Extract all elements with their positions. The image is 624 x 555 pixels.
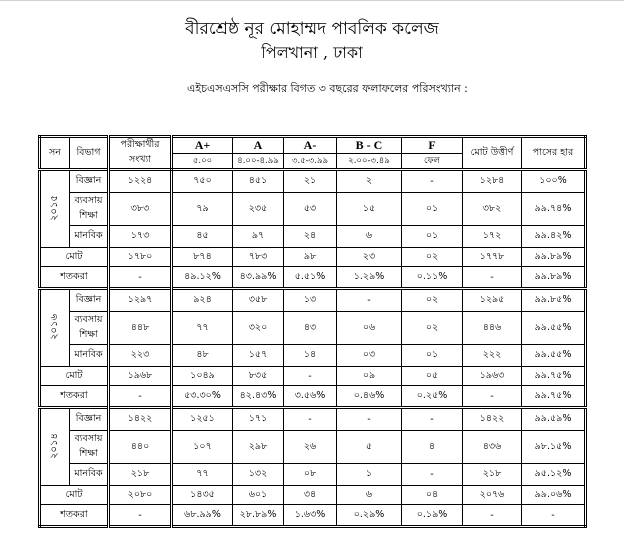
passed-cell: ১৪২২ xyxy=(463,408,522,431)
f-cell: ৪ xyxy=(402,431,463,464)
total-a-cell: ৭৮৩ xyxy=(233,248,284,267)
header-group: বিভাগ xyxy=(70,137,109,170)
total-row xyxy=(40,486,586,505)
group-cell: বিজ্ঞান xyxy=(70,170,109,193)
b-c-cell: ২ xyxy=(337,170,402,193)
year-label: ২০১৫ xyxy=(48,194,60,221)
college-title: বীরশ্রেষ্ঠ নূর মোহাম্মদ পাবলিক কলেজ xyxy=(185,19,439,39)
passed-cell: ৪৪৬ xyxy=(463,312,522,345)
percent-label: শতকরা xyxy=(40,505,109,527)
table-row xyxy=(40,289,586,312)
percent-pass-rate-cell: ৯৯.৮৯% xyxy=(522,267,586,289)
range-a: ৪.০০-৪.৯৯ xyxy=(233,154,284,170)
a-minus-cell: ২৪ xyxy=(284,226,337,248)
b-c-cell: ৬ xyxy=(337,226,402,248)
range-a-minus: ৩.৫-৩.৯৯ xyxy=(284,154,337,170)
a-plus-cell: ৭৯ xyxy=(172,193,233,226)
total-pass-rate-cell: ৯৯.৭৫% xyxy=(522,367,586,386)
f-cell: ০২ xyxy=(402,289,463,312)
percent-passed-cell: - xyxy=(463,386,522,408)
a-cell: ১৭১ xyxy=(233,408,284,431)
pass-rate-cell: ১০০% xyxy=(522,170,586,193)
a-minus-cell: ২৬ xyxy=(284,431,337,464)
f-cell: ০১ xyxy=(402,193,463,226)
percent-a-minus-cell: ৩.৫৬% xyxy=(284,386,337,408)
total-a-minus-cell: ৩৪ xyxy=(284,486,337,505)
percent-examinees-cell: - xyxy=(109,267,172,289)
percent-a-plus-cell: ৪৯.১২% xyxy=(172,267,233,289)
results-table xyxy=(38,135,587,528)
percent-passed-cell: - xyxy=(463,267,522,289)
examinees-cell: ১২৯৭ xyxy=(109,289,172,312)
total-row xyxy=(40,367,586,386)
total-b-c-cell: ২৩ xyxy=(337,248,402,267)
b-c-cell: ১৫ xyxy=(337,193,402,226)
pass-rate-cell: ৯৯.৮৫% xyxy=(522,289,586,312)
table-row xyxy=(40,345,586,367)
group-cell: মানবিক xyxy=(70,464,109,486)
b-c-cell: ০৬ xyxy=(337,312,402,345)
f-cell: ০২ xyxy=(402,312,463,345)
year-cell xyxy=(40,289,70,367)
total-f-cell: ০২ xyxy=(402,248,463,267)
a-cell: ২৩৫ xyxy=(233,193,284,226)
passed-cell: ১২৯৫ xyxy=(463,289,522,312)
f-cell: ০১ xyxy=(402,345,463,367)
group-cell: ব্যবসায় শিক্ষা xyxy=(70,312,109,345)
header-total-passed: মোট উত্তীর্ণ xyxy=(463,137,522,170)
pass-rate-cell: ৯৯.৪২% xyxy=(522,226,586,248)
f-cell: ০১ xyxy=(402,226,463,248)
percent-passed-cell: - xyxy=(463,505,522,527)
total-b-c-cell: ৬ xyxy=(337,486,402,505)
total-pass-rate-cell: ৯৯.৮৯% xyxy=(522,248,586,267)
examinees-cell: ৩৮৩ xyxy=(109,193,172,226)
a-cell: ২৯৮ xyxy=(233,431,284,464)
header-grade-a-minus: A- xyxy=(284,137,337,154)
a-plus-cell: ৪৫ xyxy=(172,226,233,248)
percent-a-plus-cell: ৫৩.৩০% xyxy=(172,386,233,408)
total-passed-cell: ১৯৬৩ xyxy=(463,367,522,386)
table-row xyxy=(40,170,586,193)
group-cell: ব্যবসায় শিক্ষা xyxy=(70,193,109,226)
table-row xyxy=(40,431,586,464)
examinees-cell: ৪৪০ xyxy=(109,431,172,464)
f-cell: - xyxy=(402,170,463,193)
percent-a-minus-cell: ১.৬৩% xyxy=(284,505,337,527)
examinees-cell: ২২৩ xyxy=(109,345,172,367)
total-label: মোট xyxy=(40,486,109,505)
passed-cell: ৩৮২ xyxy=(463,193,522,226)
a-minus-cell: ১৩ xyxy=(284,289,337,312)
total-f-cell: ০৪ xyxy=(402,486,463,505)
header-grade-a-plus: A+ xyxy=(172,137,233,154)
header-grade-a: A xyxy=(233,137,284,154)
group-cell: বিজ্ঞান xyxy=(70,289,109,312)
total-pass-rate-cell: ৯৯.০৬% xyxy=(522,486,586,505)
group-cell: মানবিক xyxy=(70,226,109,248)
pass-rate-cell: ৯৯.৫৯% xyxy=(522,408,586,431)
range-b-c: ২.০০-৩.৪৯ xyxy=(337,154,402,170)
percent-a-plus-cell: ৬৮.৯৯% xyxy=(172,505,233,527)
top-divider xyxy=(0,0,624,1)
percent-a-cell: ৪২.৪৩% xyxy=(233,386,284,408)
total-a-minus-cell: ৯৮ xyxy=(284,248,337,267)
passed-cell: ১২৮৪ xyxy=(463,170,522,193)
a-plus-cell: ১২৫১ xyxy=(172,408,233,431)
table-row xyxy=(40,193,586,226)
percent-a-cell: ৪৩.৯৯% xyxy=(233,267,284,289)
percent-b-c-cell: ০.২৯% xyxy=(337,505,402,527)
total-row xyxy=(40,248,586,267)
a-minus-cell: ১৪ xyxy=(284,345,337,367)
examinees-cell: ১৪২২ xyxy=(109,408,172,431)
total-passed-cell: ২০৭৬ xyxy=(463,486,522,505)
f-cell: - xyxy=(402,408,463,431)
examinees-cell: ৪৪৮ xyxy=(109,312,172,345)
a-cell: ৩৫৮ xyxy=(233,289,284,312)
total-a-minus-cell: - xyxy=(284,367,337,386)
a-cell: ১৫৭ xyxy=(233,345,284,367)
a-plus-cell: ৭৭ xyxy=(172,464,233,486)
college-location: পিলখানা , ঢাকা xyxy=(261,43,363,62)
a-plus-cell: ১০৭ xyxy=(172,431,233,464)
table-row xyxy=(40,408,586,431)
b-c-cell: ০৩ xyxy=(337,345,402,367)
percent-row xyxy=(40,386,586,408)
range-f: ফেল xyxy=(402,154,463,170)
total-label: মোট xyxy=(40,248,109,267)
total-examinees-cell: ২০৮০ xyxy=(109,486,172,505)
total-examinees-cell: ১৭৮০ xyxy=(109,248,172,267)
examinees-cell: ১৭৩ xyxy=(109,226,172,248)
total-a-cell: ৬০১ xyxy=(233,486,284,505)
a-plus-cell: ৯২৪ xyxy=(172,289,233,312)
a-cell: ৩২০ xyxy=(233,312,284,345)
a-minus-cell: - xyxy=(284,408,337,431)
a-plus-cell: ৭৫০ xyxy=(172,170,233,193)
group-cell: বিজ্ঞান xyxy=(70,408,109,431)
header-year: সন xyxy=(40,137,70,170)
percent-pass-rate-cell: - xyxy=(522,505,586,527)
total-passed-cell: ১৭৭৮ xyxy=(463,248,522,267)
table-row xyxy=(40,312,586,345)
percent-label: শতকরা xyxy=(40,267,109,289)
header-examinees: পরীক্ষার্থীর সংখ্যা xyxy=(109,137,172,170)
examinees-cell: ১২২৪ xyxy=(109,170,172,193)
total-a-cell: ৮৩৫ xyxy=(233,367,284,386)
group-cell: মানবিক xyxy=(70,345,109,367)
a-minus-cell: ০৮ xyxy=(284,464,337,486)
a-cell: ৯৭ xyxy=(233,226,284,248)
percent-a-cell: ২৮.৮৯% xyxy=(233,505,284,527)
percent-examinees-cell: - xyxy=(109,386,172,408)
total-a-plus-cell: ৮৭৪ xyxy=(172,248,233,267)
a-minus-cell: ৪৩ xyxy=(284,312,337,345)
a-minus-cell: ২১ xyxy=(284,170,337,193)
b-c-cell: ৫ xyxy=(337,431,402,464)
total-a-plus-cell: ১০৪৯ xyxy=(172,367,233,386)
a-plus-cell: ৭৭ xyxy=(172,312,233,345)
a-minus-cell: ৫৩ xyxy=(284,193,337,226)
total-examinees-cell: ১৯৬৮ xyxy=(109,367,172,386)
total-f-cell: ০৫ xyxy=(402,367,463,386)
percent-b-c-cell: ১.২৯% xyxy=(337,267,402,289)
a-plus-cell: ৪৮ xyxy=(172,345,233,367)
b-c-cell: ১ xyxy=(337,464,402,486)
group-cell: ব্যবসায় শিক্ষা xyxy=(70,431,109,464)
percent-examinees-cell: - xyxy=(109,505,172,527)
percent-a-minus-cell: ৫.৫১% xyxy=(284,267,337,289)
table-heading: এইচএসএসসি পরীক্ষার বিগত ৩ বছরের ফলাফলের পরিসংখ্যান : xyxy=(187,82,468,95)
header-grade-b-c: B - C xyxy=(337,137,402,154)
a-cell: ১৩২ xyxy=(233,464,284,486)
pass-rate-cell: ৯৮.১৫% xyxy=(522,431,586,464)
b-c-cell: - xyxy=(337,408,402,431)
total-a-plus-cell: ১৪৩৫ xyxy=(172,486,233,505)
header-pass-rate: পাসের হার xyxy=(522,137,586,170)
percent-label: শতকরা xyxy=(40,386,109,408)
percent-row xyxy=(40,505,586,527)
table-row xyxy=(40,226,586,248)
pass-rate-cell: ৯৯.৭৪% xyxy=(522,193,586,226)
total-b-c-cell: ০৯ xyxy=(337,367,402,386)
year-label: ২০১৬ xyxy=(48,313,60,340)
a-cell: ৪৫১ xyxy=(233,170,284,193)
pass-rate-cell: ৯৫.১২% xyxy=(522,464,586,486)
table-row xyxy=(40,464,586,486)
passed-cell: ৪৩৬ xyxy=(463,431,522,464)
percent-pass-rate-cell: ৯৯.৭৫% xyxy=(522,386,586,408)
examinees-cell: ২১৮ xyxy=(109,464,172,486)
total-label: মোট xyxy=(40,367,109,386)
percent-f-cell: ০.২৫% xyxy=(402,386,463,408)
f-cell: - xyxy=(402,464,463,486)
percent-b-c-cell: ০.৪৬% xyxy=(337,386,402,408)
percent-f-cell: ০.১৯% xyxy=(402,505,463,527)
pass-rate-cell: ৯৯.৫৫% xyxy=(522,312,586,345)
year-cell xyxy=(40,170,70,248)
year-label: ২০১৪ xyxy=(48,432,60,459)
percent-row xyxy=(40,267,586,289)
year-cell xyxy=(40,408,70,486)
pass-rate-cell: ৯৯.৫৫% xyxy=(522,345,586,367)
range-a-plus: ৫.০০ xyxy=(172,154,233,170)
passed-cell: ২২২ xyxy=(463,345,522,367)
passed-cell: ২১৮ xyxy=(463,464,522,486)
percent-f-cell: ০.১১% xyxy=(402,267,463,289)
passed-cell: ১৭২ xyxy=(463,226,522,248)
b-c-cell: - xyxy=(337,289,402,312)
header-grade-f: F xyxy=(402,137,463,154)
